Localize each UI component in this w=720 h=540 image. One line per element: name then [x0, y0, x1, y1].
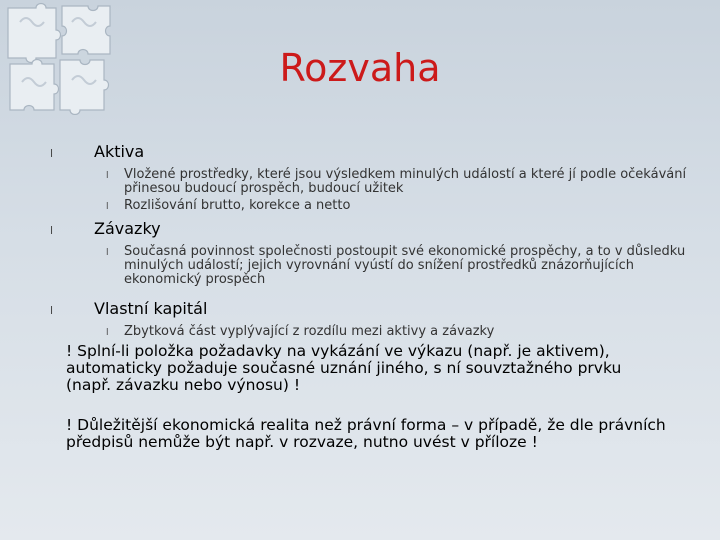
- sub-item: [50, 199, 700, 213]
- bullet-icon: l: [106, 171, 109, 181]
- item-label: Vlastní kapitál: [94, 299, 208, 318]
- list-item-zavazky: [50, 219, 700, 239]
- sub-item: [50, 245, 700, 287]
- sub-item-text: Rozlišování brutto, korekce a netto: [124, 198, 351, 213]
- sub-item: [50, 168, 700, 196]
- bullet-icon: l: [106, 328, 109, 338]
- bullet-icon: l: [50, 224, 54, 237]
- sub-item-text: Vložené prostředky, které jsou výsledkem minulých událostí a které jí podle očekávání přinesou budoucí prospěch, budoucí užitek: [124, 167, 687, 196]
- bullet-icon: l: [50, 147, 54, 160]
- sub-item-text: Zbytková část vyplývající z rozdílu mezi aktivy a závazky: [124, 324, 495, 339]
- bullet-list: [50, 142, 700, 339]
- sub-item-text: Současná povinnost společnosti postoupit své ekonomické prospěchy, a to v důsledku minulých událostí; jejich vyrovnání vyústí do snížení prostředků znázorňujících ekonomický prospěch: [124, 244, 686, 287]
- list-item-aktiva: [50, 142, 700, 162]
- note-substance-over-form: ! Důležitější ekonomická realita než právní forma – v případě, že dle právních předpisů nemůže být např. v rozvaze, nutno uvést v příloze !: [66, 416, 666, 451]
- item-label: Závazky: [94, 219, 161, 238]
- sub-item: [50, 325, 700, 339]
- bullet-icon: l: [106, 248, 109, 258]
- slide-title: Rozvaha: [279, 46, 441, 90]
- bullet-icon: l: [106, 202, 109, 212]
- note-recognition: ! Splní-li položka požadavky na vykázání ve výkazu (např. je aktivem), automaticky požaduje současné uznání jiného, s ní souvztažného prvku (např. závazku nebo výnosu) !: [66, 342, 622, 394]
- bullet-icon: l: [50, 304, 54, 317]
- list-item-vlastni-kapital: [50, 299, 700, 319]
- item-label: Aktiva: [94, 142, 145, 161]
